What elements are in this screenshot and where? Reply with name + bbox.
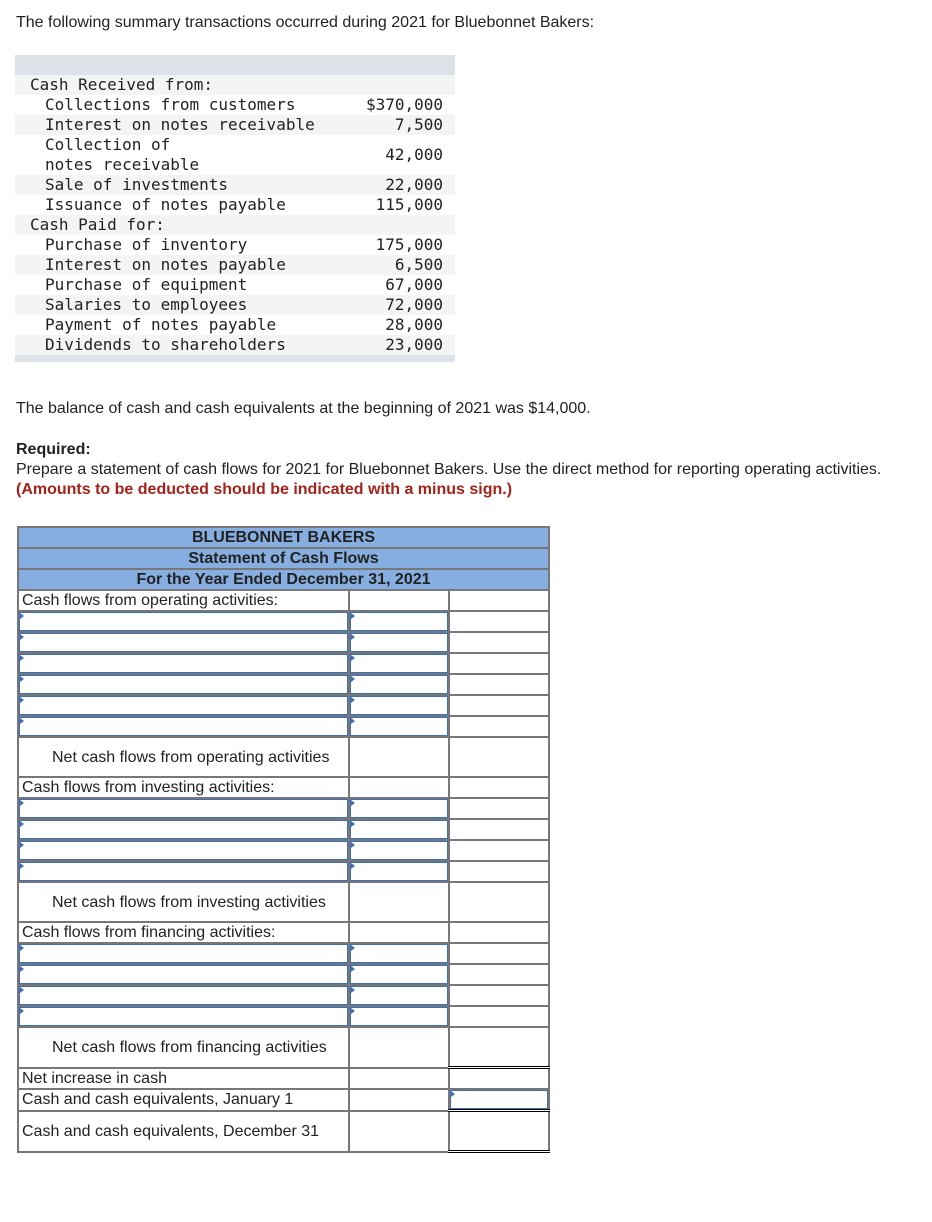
dropdown-marker-icon (451, 1091, 455, 1097)
statement-row (18, 1111, 549, 1152)
dropdown-marker-icon (20, 800, 24, 806)
amount-input[interactable] (349, 819, 449, 840)
total-amount[interactable] (449, 737, 549, 777)
dropdown-marker-icon (351, 987, 355, 993)
ending-cash-amount[interactable] (449, 1111, 549, 1152)
transaction-row (15, 175, 455, 195)
transaction-row (15, 335, 455, 355)
total-label (18, 737, 349, 777)
statement-row (18, 861, 549, 882)
transaction-label: Cash Received from: (30, 75, 214, 94)
transaction-amount: 23,000 (385, 335, 443, 354)
required-label: Required: (16, 441, 91, 458)
dropdown-marker-icon (351, 966, 355, 972)
empty-cell (349, 1089, 449, 1111)
transaction-label: Collections from customers (45, 95, 296, 114)
statement-row (18, 695, 549, 716)
statement-row (18, 819, 549, 840)
empty-cell (349, 1111, 449, 1152)
transaction-amount: 115,000 (375, 195, 443, 214)
transaction-row (15, 135, 455, 175)
empty-cell (449, 861, 549, 882)
empty-cell (449, 798, 549, 819)
transactions-table (15, 55, 455, 362)
statement-row (18, 922, 549, 943)
empty-cell (449, 943, 549, 964)
amount-input[interactable] (349, 611, 449, 632)
dropdown-marker-icon (351, 821, 355, 827)
section-label: Cash flows from investing activities: (18, 777, 349, 798)
statement-row (18, 632, 549, 653)
row-label: Cash and cash equivalents, January 1 (18, 1089, 349, 1111)
account-select[interactable] (18, 695, 349, 716)
empty-cell (449, 695, 549, 716)
amount-input[interactable] (349, 985, 449, 1006)
transaction-row (15, 195, 455, 215)
dropdown-marker-icon (20, 842, 24, 848)
account-select[interactable] (18, 819, 349, 840)
empty-cell (349, 1027, 449, 1068)
amount-input[interactable] (349, 861, 449, 882)
transaction-amount: 72,000 (385, 295, 443, 314)
statement-row (18, 777, 549, 798)
amount-input[interactable] (349, 1006, 449, 1027)
amount-input[interactable] (349, 798, 449, 819)
account-select[interactable] (18, 674, 349, 695)
required-section (16, 440, 916, 500)
transaction-row (15, 95, 455, 115)
dropdown-marker-icon (351, 1008, 355, 1014)
statement-row (18, 798, 549, 819)
statement-title: Statement of Cash Flows (18, 548, 549, 569)
statement-row (18, 1089, 549, 1111)
transaction-amount: 67,000 (385, 275, 443, 294)
required-note: (Amounts to be deducted should be indicated with a minus sign.) (16, 481, 513, 498)
amount-input[interactable] (349, 632, 449, 653)
transaction-amount: 6,500 (394, 255, 443, 274)
statement-row (18, 882, 549, 922)
transaction-label: Purchase of inventory (45, 235, 248, 254)
transaction-row (15, 115, 455, 135)
transaction-label: Dividends to shareholders (45, 335, 286, 354)
transaction-row (15, 315, 455, 335)
dropdown-marker-icon (351, 697, 355, 703)
amount-input[interactable] (349, 674, 449, 695)
empty-cell (349, 590, 449, 611)
row-label: Cash and cash equivalents, December 31 (18, 1111, 349, 1152)
transaction-amount: 7,500 (394, 115, 443, 134)
transaction-label: Salaries to employees (45, 295, 248, 314)
statement-row (18, 590, 549, 611)
dropdown-marker-icon (20, 945, 24, 951)
section-label: Net increase in cash (18, 1068, 349, 1090)
cash-flow-statement (17, 526, 550, 1153)
transaction-row (15, 75, 455, 95)
statement-period: For the Year Ended December 31, 2021 (18, 569, 549, 590)
statement-row (18, 737, 549, 777)
transaction-amount: 28,000 (385, 315, 443, 334)
account-select[interactable] (18, 716, 349, 737)
dropdown-marker-icon (351, 676, 355, 682)
dropdown-marker-icon (351, 800, 355, 806)
dropdown-marker-icon (20, 613, 24, 619)
net-amount-cell[interactable] (449, 1068, 549, 1090)
dropdown-marker-icon (20, 1008, 24, 1014)
empty-cell (449, 1006, 549, 1027)
total-label (18, 1027, 349, 1068)
transaction-row (15, 295, 455, 315)
dropdown-marker-icon (20, 987, 24, 993)
dropdown-marker-icon (20, 676, 24, 682)
transaction-label: Sale of investments (45, 175, 229, 194)
empty-cell (449, 985, 549, 1006)
account-select[interactable] (18, 861, 349, 882)
dropdown-marker-icon (20, 863, 24, 869)
empty-cell (449, 611, 549, 632)
net-amount-cell (449, 922, 549, 943)
total-label-text: Net cash flows from operating activities (52, 748, 330, 766)
balance-text: The balance of cash and cash equivalents at the beginning of 2021 was $14,000. (16, 400, 591, 417)
total-label-text: Net cash flows from financing activities (52, 1038, 327, 1056)
dropdown-marker-icon (351, 718, 355, 724)
transaction-row (15, 235, 455, 255)
beginning-cash-input[interactable] (449, 1089, 549, 1111)
account-select[interactable] (18, 840, 349, 861)
section-label: Cash flows from operating activities: (18, 590, 349, 611)
transaction-row (15, 275, 455, 295)
statement-row (18, 1006, 549, 1027)
dropdown-marker-icon (351, 863, 355, 869)
statement-row (18, 1068, 549, 1090)
transaction-label: Issuance of notes payable (45, 195, 286, 214)
total-label (18, 882, 349, 922)
transaction-label: Interest on notes payable (45, 255, 286, 274)
dropdown-marker-icon (351, 842, 355, 848)
intro-text: The following summary transactions occurred during 2021 for Bluebonnet Bakers: (16, 14, 595, 31)
account-select[interactable] (18, 611, 349, 632)
empty-cell (449, 632, 549, 653)
dropdown-marker-icon (20, 966, 24, 972)
net-amount-cell (449, 590, 549, 611)
statement-row (18, 1027, 549, 1068)
section-label: Cash flows from financing activities: (18, 922, 349, 943)
dropdown-marker-icon (20, 718, 24, 724)
dropdown-marker-icon (20, 634, 24, 640)
transaction-label: Collection of notes receivable (45, 135, 200, 174)
transaction-label: Cash Paid for: (30, 215, 165, 234)
statement-row (18, 674, 549, 695)
empty-cell (449, 674, 549, 695)
transaction-amount: 22,000 (385, 175, 443, 194)
transaction-amount: 42,000 (385, 145, 443, 164)
dropdown-marker-icon (351, 613, 355, 619)
statement-row (18, 653, 549, 674)
account-select[interactable] (18, 964, 349, 985)
company-name: BLUEBONNET BAKERS (18, 527, 549, 548)
transaction-amount: $370,000 (365, 95, 443, 114)
total-amount[interactable] (449, 1027, 549, 1068)
empty-cell (349, 737, 449, 777)
dropdown-marker-icon (20, 697, 24, 703)
total-amount[interactable] (449, 882, 549, 922)
total-label-text: Net cash flows from investing activities (52, 893, 326, 911)
dropdown-marker-icon (351, 945, 355, 951)
empty-cell (349, 1068, 449, 1090)
empty-cell (449, 964, 549, 985)
statement-row (18, 716, 549, 737)
required-text: Prepare a statement of cash flows for 2021 for Bluebonnet Bakers. Use the direct method for reporting operating activities. (16, 461, 882, 478)
account-select[interactable] (18, 1006, 349, 1027)
amount-input[interactable] (349, 695, 449, 716)
dropdown-marker-icon (20, 821, 24, 827)
statement-row (18, 964, 549, 985)
statement-row (18, 840, 549, 861)
empty-cell (349, 922, 449, 943)
net-amount-cell (449, 777, 549, 798)
dropdown-marker-icon (20, 655, 24, 661)
empty-cell (349, 882, 449, 922)
empty-cell (349, 777, 449, 798)
amount-input[interactable] (349, 840, 449, 861)
account-select[interactable] (18, 985, 349, 1006)
amount-input[interactable] (349, 716, 449, 737)
transaction-label: Purchase of equipment (45, 275, 248, 294)
statement-row (18, 943, 549, 964)
dropdown-marker-icon (351, 655, 355, 661)
account-select[interactable] (18, 943, 349, 964)
transaction-row (15, 255, 455, 275)
empty-cell (449, 716, 549, 737)
amount-input[interactable] (349, 653, 449, 674)
statement-row (18, 985, 549, 1006)
statement-row (18, 611, 549, 632)
transaction-label: Interest on notes receivable (45, 115, 315, 134)
empty-cell (449, 819, 549, 840)
dropdown-marker-icon (351, 634, 355, 640)
transaction-label: Payment of notes payable (45, 315, 277, 334)
empty-cell (449, 653, 549, 674)
transaction-amount: 175,000 (375, 235, 443, 254)
amount-input[interactable] (349, 964, 449, 985)
account-select[interactable] (18, 653, 349, 674)
transaction-row (15, 215, 455, 235)
account-select[interactable] (18, 798, 349, 819)
account-select[interactable] (18, 632, 349, 653)
amount-input[interactable] (349, 943, 449, 964)
empty-cell (449, 840, 549, 861)
